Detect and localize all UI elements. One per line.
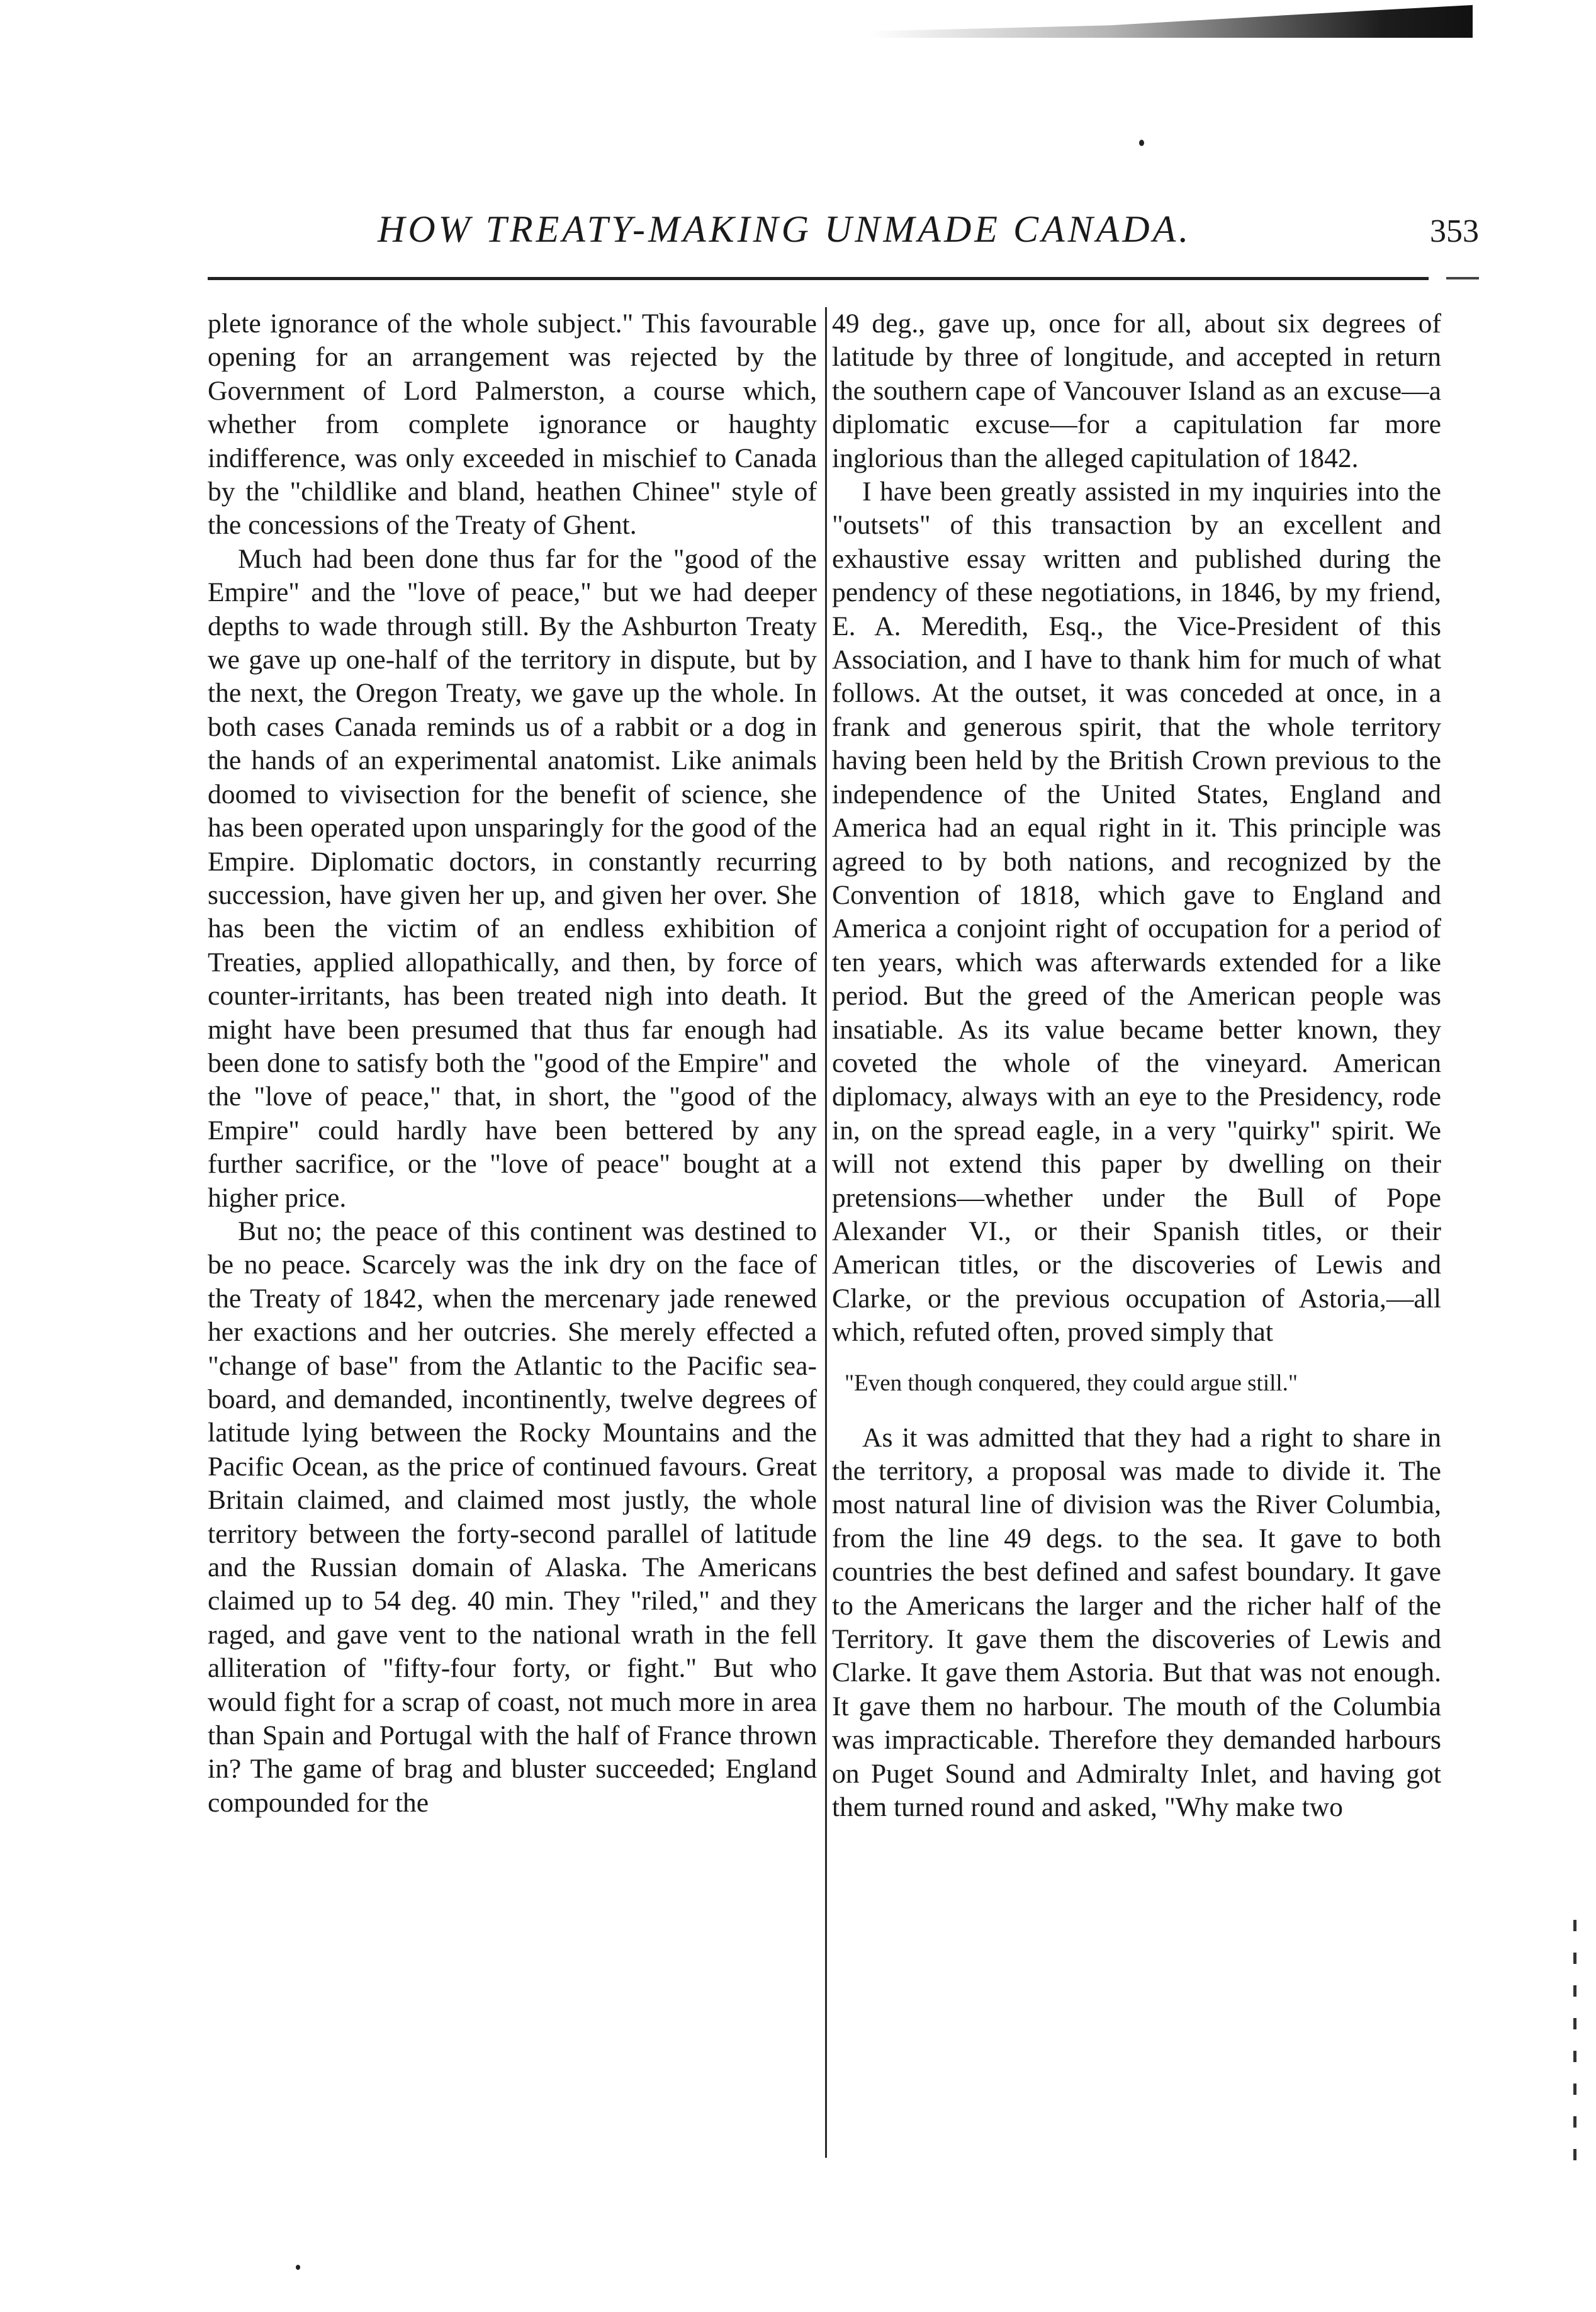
running-head [208,208,1479,258]
page-number: 353 [1430,213,1479,249]
running-title: HOW TREATY-MAKING UNMADE CANADA. [378,208,1192,250]
left-column [208,307,817,2158]
scan-edge-shadow [868,5,1473,38]
scan-edge-marks [1573,1920,1578,2222]
paragraph: As it was admitted that they had a right to share in the territory, a proposal was made to divide it. The most natural line of division was the River Columbia, from the line 49 degs. to the sea. It gave to both countries the best defined and safest boundary. It gave to the Americans the larger and the richer half of the Territory. It gave them the discoveries of Lewis and Clarke. It gave them Astoria. But that was not enough. It gave them no harbour. The mouth of the Columbia was impracticable. Therefore they demanded harbours on Puget Sound and Admiralty Inlet, and having got them turned round and asked, "Why make two [832,1422,1441,1823]
header-rule-tail [1446,277,1479,279]
paragraph: But no; the peace of this continent was destined to be no peace. Scarcely was the ink dry on the face of the Treaty of 1842, when the mercenary jade renewed her exactions and her outcries. She merely effected a "change of base" from the Atlantic to the Pacific sea-board, and demanded, incontinently, twelve degrees of latitude lying between the Rocky Mountains and the Pacific Ocean, as the price of continued favours. Great Britain claimed, and claimed most justly, the whole territory between the forty-second parallel of latitude and the Russian domain of Alaska. The Americans claimed up to 54 deg. 40 min. They "riled," and they raged, and gave vent to the national wrath in the fell alliteration of "fifty-four forty, or fight." But who would fight for a scrap of coast, not much more in area than Spain and Portugal with the half of France thrown in? The game of brag and bluster succeeded; England compounded for the [208,1215,817,1818]
paragraph: 49 deg., gave up, once for all, about six degrees of latitude by three of longitude, and accepted in return the southern cape of Vancouver Island as an excuse—a diplomatic excuse—for a capitulation far more inglorious than the alleged capitulation of 1842. [832,308,1441,473]
paragraph: Much had been done thus far for the "good of the Empire" and the "love of peace," but we had deeper depths to wade through still. By the Ashburton Treaty we gave up one-half of the territory in dispute, but by the next, the Oregon Treaty, we gave up the whole. In both cases Canada reminds us of a rabbit or a dog in the hands of an experimental anatomist. Like animals doomed to vivisection for the benefit of science, she has been operated upon unsparingly for the good of the Empire. Diplomatic doctors, in constantly recurring succession, have given her up, and given her over. She has been the victim of an endless exhibition of Treaties, applied allopathically, and then, by force of counter-irritants, has been treated nigh into death. It might have been presumed that thus far enough had been done to satisfy both the "good of the Empire" and the "love of peace," that, in short, the "good of the Empire" could hardly have been bettered by any further sacrifice, or the "love of peace" bought at a higher price. [208,543,817,1213]
block-quote: "Even though conquered, they could argue still." [845,1370,1298,1396]
paragraph: plete ignorance of the whole subject." This favourable opening for an arrangement was rejected by the Government of Lord Palmerston, a course which, whether from complete ignorance or haughty indifference, was only exceeded in mischief to Canada by the "childlike and bland, heathen Chinee" style of the concessions of the Treaty of Ghent. [208,308,817,541]
scan-speck [1139,140,1144,146]
column-divider [825,307,827,2158]
header-rule [208,277,1429,280]
right-column [832,307,1441,2158]
paragraph: I have been greatly assisted in my inquiries into the "outsets" of this transaction by an excellent and exhaustive essay written and published during the pendency of these negotiations, in 1846, by my friend, E. A. Meredith, Esq., the Vice-President of this Association, and I have to thank him for much of what follows. At the outset, it was conceded at once, in a frank and generous spirit, that the whole territory having been held by the British Crown previous to the independence of the United States, England and America had an equal right in it. This principle was agreed to by both nations, and recognized by the Convention of 1818, which gave to England and America a conjoint right of occupation for a period of ten years, which was afterwards extended for a like period. But the greed of the American people was insatiable. As its value became better known, they coveted the whole of the vineyard. American diplomacy, always with an eye to the Presidency, rode in, on the spread eagle, in a very "quirky" spirit. We will not extend this paper by dwelling on their pretensions—whether under the Bull of Pope Alexander VI., or their Spanish titles, or their American titles, or the discoveries of Lewis and Clarke, or the previous occupation of Astoria,—all which, refuted often, proved simply that [832,476,1441,1348]
scan-speck [296,2265,300,2270]
